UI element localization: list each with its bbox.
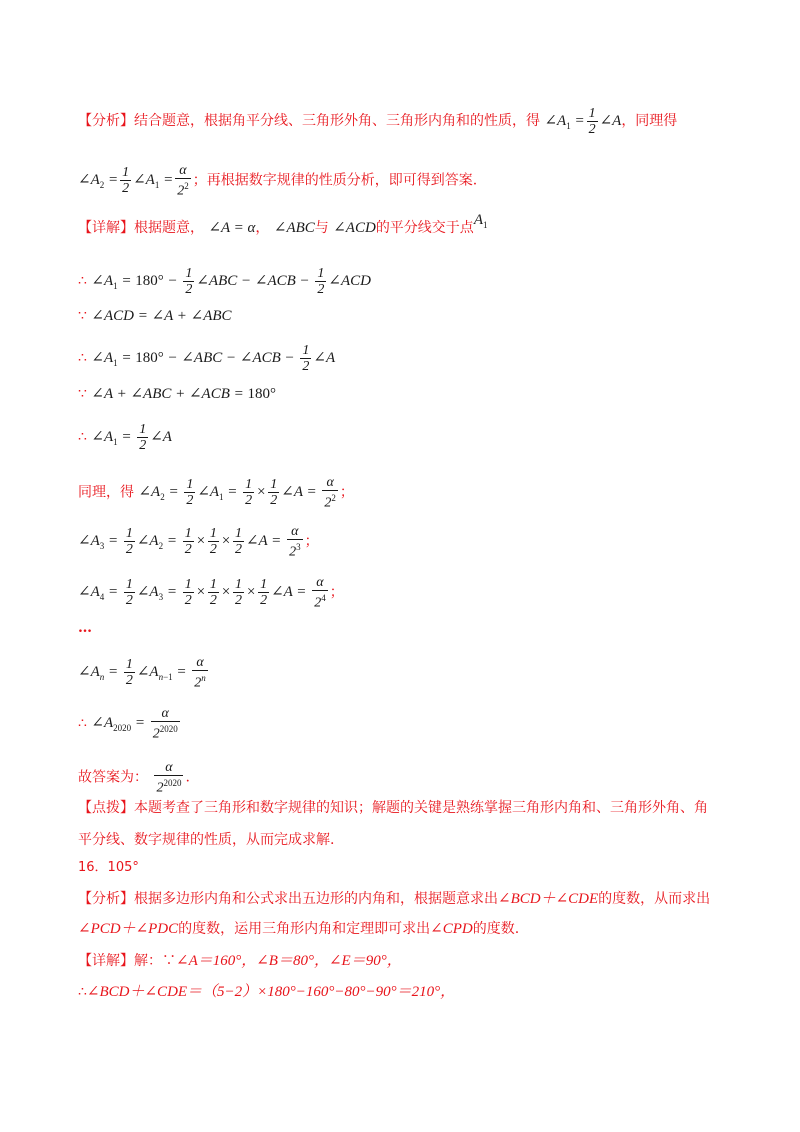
detail2-tag: 【详解】: [78, 953, 134, 969]
tip-paragraph-line-1: [78, 798, 708, 818]
analysis-paragraph-2-line-1: [78, 889, 710, 909]
detail2-sum-computation: ∠BCD＋∠CDE＝（5−2）×180°−160°−80°−90°＝210°，: [86, 984, 456, 1000]
detail-comma: ，: [255, 220, 270, 236]
detail2-given-angles: ∠A＝160°，∠B＝80°，∠E＝90°，: [176, 953, 402, 969]
analysis2-text-2: 的度数，从而求出: [598, 891, 711, 907]
formula-line-2020: $\angle A_{2020}$ = $\frac{\alpha}{2^{2020}}$: [91, 706, 178, 742]
semicolon: ；: [329, 584, 344, 601]
answer-formula: $\frac{\alpha}{2^{2020}}$: [156, 760, 182, 796]
because-symbol: ∵: [78, 386, 87, 402]
tip-tag: 【点拨】: [78, 800, 134, 816]
formula-line-1: $\angle A_1 = 180^\circ$ − $\frac{1}{2}$ ∠ABC − ∠ACB − $\frac{1}{2}$ ∠ACD: [91, 266, 371, 297]
formula-angle-a-alpha: ∠A = α: [208, 220, 256, 236]
formula-line-5: $\angle A_1$ = $\frac{1}{2}$ ∠A: [91, 422, 172, 453]
therefore-symbol: ∴: [78, 272, 87, 289]
ellipsis-line: …: [78, 620, 92, 636]
derivation-line-6: [78, 475, 354, 511]
answer-prefix: 故答案为：: [78, 769, 148, 786]
tip-text-1: 本题考查了三角形和数字规律的知识；解题的关键是熟练掌握三角形内角和、三角形外角、角: [134, 800, 708, 816]
formula-a1-half-a: $\angle A_1$ = $\frac{1}{2}$ ∠A: [544, 106, 622, 137]
derivation-line-2020: [78, 706, 182, 742]
analysis2-tag: 【分析】: [78, 891, 134, 907]
therefore-symbol: ∴: [78, 349, 87, 366]
analysis-text-2: ，同理得: [621, 112, 678, 129]
detail-text-1: 根据题意，: [134, 220, 204, 236]
analysis2-text-1: 根据多边形内角和公式求出五边形的内角和，根据题意求出: [134, 891, 498, 907]
analysis-paragraph-1: [78, 106, 677, 137]
detail-paragraph-2-line-1: [78, 951, 402, 971]
derivation-line-7: [78, 524, 319, 560]
detail2-text-1: 解：: [134, 953, 162, 969]
detail-paragraph-1: [78, 212, 488, 243]
formula-bcd-cde: ∠BCD＋∠CDE: [498, 891, 599, 907]
formula-line-3: $\angle A_1 = 180^\circ$ − ∠ABC − ∠ACB − $\frac{1}{2}$ ∠A: [91, 343, 336, 374]
therefore-symbol: ∴: [78, 428, 87, 445]
derivation-line-n: [78, 655, 210, 691]
therefore-symbol: ∴: [78, 715, 87, 732]
derivation-line-1: [78, 266, 371, 297]
formula-pcd-pdc: ∠PCD＋∠PDC: [78, 921, 179, 937]
analysis2-text-3: 的度数，运用三角形内角和定理即可求出: [178, 921, 431, 937]
formula-angle-abc: ∠ABC: [273, 220, 315, 236]
analysis-paragraph-2-line-2: [78, 919, 519, 939]
semicolon: ；: [304, 533, 319, 550]
because-symbol: ∵: [162, 953, 176, 969]
answer-line: [78, 760, 190, 796]
formula-line-2: ∠ACD = ∠A + ∠ABC: [91, 308, 232, 324]
derivation-line-4: [78, 384, 276, 404]
analysis-paragraph-1-cont: [78, 163, 477, 199]
question-16-number: 16．105°: [78, 860, 139, 875]
formula-line-6: $\angle A_2$ = $\frac{1}{2}$ $\angle A_1$ = $\frac{1}{2}$ × $\frac{1}{2}$ ∠A = $\frac{\alpha}{2^2}$: [138, 475, 336, 511]
derivation-line-5: [78, 422, 172, 453]
because-symbol: ∵: [78, 308, 87, 324]
derivation-line-8: [78, 575, 344, 611]
formula-a2: $\angle A_2$ = $\frac{1}{2}$ $\angle A_1$ = $\frac{\alpha}{2^2}$: [78, 163, 189, 199]
answer-suffix: .: [185, 769, 190, 786]
derivation-line-2: [78, 306, 232, 326]
detail-and: 与: [314, 220, 329, 236]
semicolon: ；: [339, 484, 354, 501]
derivation-line-3: [78, 343, 335, 374]
formula-line-7: $\angle A_3$ = $\frac{1}{2}$ $\angle A_2$ = $\frac{1}{2}$ × $\frac{1}{2}$ × $\frac{1}{2}$ ∠A = $\frac{\alpha}{2^3}$: [78, 524, 301, 560]
analysis-tag: 【分析】: [78, 112, 134, 129]
formula-line-8: $\angle A_4$ = $\frac{1}{2}$ $\angle A_3$ = $\frac{1}{2}$ × $\frac{1}{2}$ × $\frac{1}{2}$ × $\frac{1}{2}$ ∠A = $\frac{\alpha}{2^4}$: [78, 575, 326, 611]
tongli-text: 同理，得: [78, 484, 134, 501]
formula-line-4: ∠A + ∠ABC + ∠ACB = 180°: [91, 386, 276, 402]
formula-point-a1: $A_1$: [473, 212, 488, 230]
tip-paragraph-line-2: [78, 830, 334, 850]
formula-angle-acd: ∠ACD: [333, 220, 376, 236]
tip-text-2: 平分线、数字规律的性质，从而完成求解.: [78, 832, 335, 848]
therefore-symbol: ∴: [78, 984, 87, 1000]
detail-text-4: 的平分线交于点: [375, 220, 474, 236]
detail-tag: 【详解】: [78, 220, 134, 236]
analysis-text-3: ；再根据数字规律的性质分析，即可得到答案.: [192, 172, 478, 189]
analysis2-text-4: 的度数.: [472, 921, 520, 937]
detail-paragraph-2-line-2: [78, 982, 455, 1002]
analysis-text-1: 结合题意，根据角平分线、三角形外角、三角形内角和的性质，得: [134, 112, 540, 129]
formula-cpd: ∠CPD: [430, 921, 473, 937]
formula-line-n: $\angle A_n$ = $\frac{1}{2}$ $\angle A_{n-1}$ = $\frac{\alpha}{2^n}$: [78, 655, 206, 691]
